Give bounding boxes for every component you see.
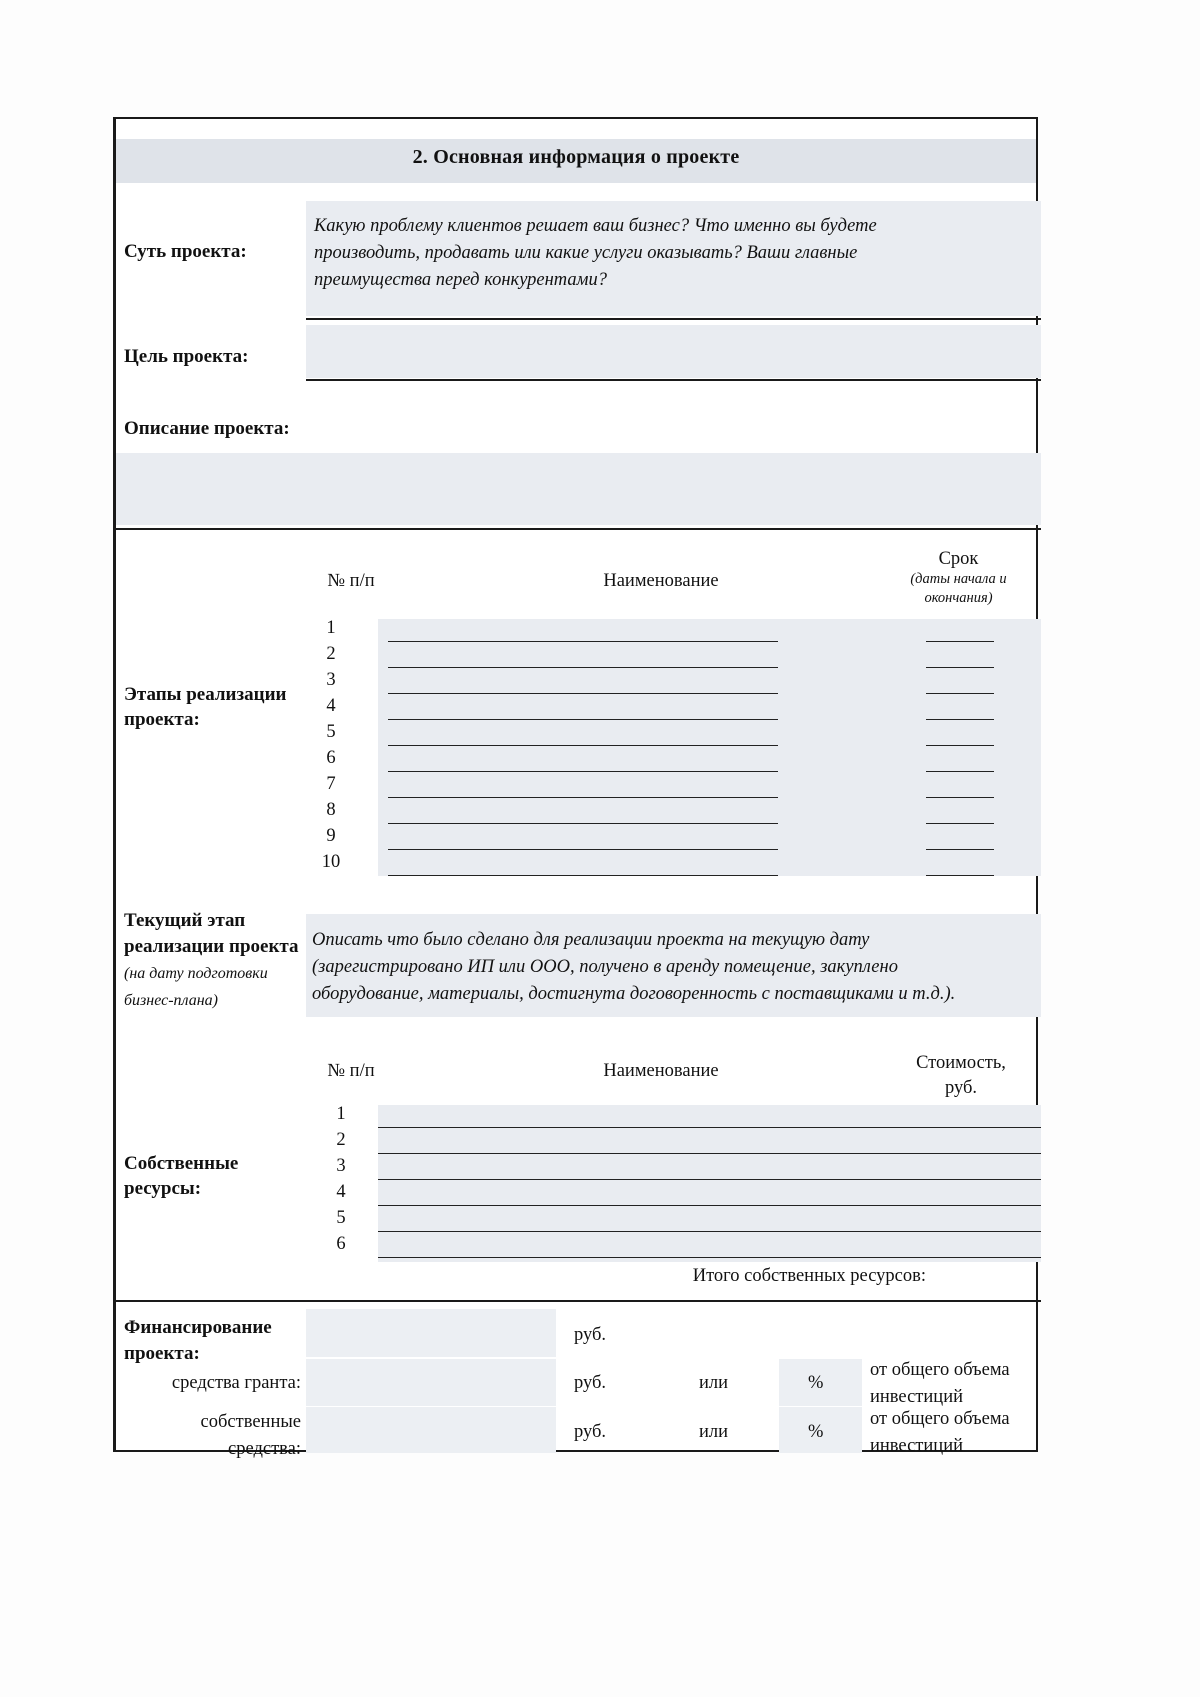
- own-resources-row-no-3: 3: [336, 1156, 346, 1176]
- own-resources-col-cost: [881, 1051, 1041, 1101]
- stages-name-rule-6: [388, 771, 778, 772]
- own-resources-input-area[interactable]: [378, 1105, 1041, 1262]
- stages-input-area[interactable]: [378, 619, 1041, 876]
- stages-term-rule-8: [926, 823, 994, 824]
- essence-hint-line-1: Какую проблему клиентов решает ваш бизнес? Что именно вы будете: [314, 216, 877, 236]
- essence-hint-line-2: производить, продавать или какие услуги оказывать? Ваши главные: [314, 243, 858, 263]
- current-stage-label-italic: (на дату подготовки бизнес-плана): [124, 965, 268, 1009]
- own-resources-label: Собственные ресурсы:: [124, 1153, 239, 1199]
- stages-term-rule-9: [926, 849, 994, 850]
- stages-row-no-7: 7: [326, 774, 336, 794]
- stages-term-rule-7: [926, 797, 994, 798]
- financing-grant-label: средства гранта:: [171, 1373, 301, 1393]
- own-resources-rule-6: [378, 1257, 1041, 1258]
- description-label-text: Описание проекта:: [124, 418, 290, 439]
- financing-own-note-line-2: инвестиций: [870, 1436, 963, 1456]
- stages-row-no-8: 8: [326, 800, 336, 820]
- own-resources-col-number: № п/п: [327, 1061, 375, 1081]
- own-resources-row-no-6: 6: [336, 1234, 346, 1254]
- financing-own-percent-unit: %: [808, 1422, 824, 1442]
- own-resources-rule-2: [378, 1153, 1041, 1154]
- stages-name-rule-10: [388, 875, 778, 876]
- stages-name-rule-1: [388, 641, 778, 642]
- form-frame: [113, 117, 1038, 1459]
- current-stage-label: [124, 908, 314, 1014]
- stages-name-rule-7: [388, 797, 778, 798]
- goal-label: Цель проекта:: [124, 346, 249, 367]
- financing-own-unit: руб.: [574, 1422, 607, 1442]
- financing-total-unit: руб.: [574, 1325, 607, 1345]
- section-title: 2. Основная информация о проекте: [412, 146, 740, 168]
- financing-own-label-line-1: собственные: [200, 1412, 301, 1432]
- own-resources-separator: [116, 1300, 1041, 1302]
- stages-col-term-sub-1: (даты начала и: [910, 571, 1007, 587]
- own-resources-col-cost-line-1: Стоимость,: [916, 1053, 1006, 1073]
- financing-own-amount-input[interactable]: [306, 1407, 556, 1453]
- own-resources-total-input[interactable]: [934, 1264, 1041, 1292]
- stages-term-rule-10: [926, 875, 994, 876]
- essence-label: Суть проекта:: [124, 241, 247, 262]
- description-input[interactable]: [116, 453, 1041, 525]
- current-stage-label-bold: Текущий этап реализации проекта: [124, 910, 299, 957]
- description-separator: [116, 528, 1041, 530]
- stages-row-no-4: 4: [326, 696, 336, 716]
- own-resources-row-no-2: 2: [336, 1130, 346, 1150]
- stages-name-rule-4: [388, 719, 778, 720]
- essence-hint-line-3: преимущества перед конкурентами?: [314, 270, 607, 290]
- own-resources-total-label: Итого собственных ресурсов:: [692, 1266, 926, 1286]
- stages-term-rule-4: [926, 719, 994, 720]
- financing-grant-conjunction: или: [699, 1373, 729, 1393]
- stages-name-rule-2: [388, 667, 778, 668]
- stages-row-no-2: 2: [326, 644, 336, 664]
- stages-col-term: [881, 549, 1036, 608]
- own-resources-rule-5: [378, 1231, 1041, 1232]
- financing-own-conjunction: или: [699, 1422, 729, 1442]
- stages-term-rule-5: [926, 745, 994, 746]
- financing-own-note-line-1: от общего объема: [870, 1409, 1010, 1429]
- own-resources-rule-1: [378, 1127, 1041, 1128]
- financing-grant-note-line-1: от общего объема: [870, 1360, 1010, 1380]
- stages-row-no-6: 6: [326, 748, 336, 768]
- stages-name-rule-5: [388, 745, 778, 746]
- stages-col-term-sub-2: окончания): [924, 590, 993, 606]
- financing-own-label-line-2: средства:: [228, 1439, 301, 1459]
- own-resources-row-no-5: 5: [336, 1208, 346, 1228]
- own-resources-row-no-1: 1: [336, 1104, 346, 1124]
- stages-row-no-3: 3: [326, 670, 336, 690]
- financing-grant-unit: руб.: [574, 1373, 607, 1393]
- stages-row-no-9: 9: [326, 826, 336, 846]
- stages-name-rule-8: [388, 823, 778, 824]
- own-resources-rule-3: [378, 1179, 1041, 1180]
- stages-term-rule-6: [926, 771, 994, 772]
- financing-grant-percent-unit: %: [808, 1373, 824, 1393]
- stages-col-term-title: Срок: [938, 549, 979, 569]
- financing-total-input[interactable]: [306, 1309, 556, 1357]
- stages-name-rule-9: [388, 849, 778, 850]
- stages-term-rule-3: [926, 693, 994, 694]
- own-resources-col-cost-line-2: руб.: [944, 1078, 978, 1098]
- stages-term-rule-1: [926, 641, 994, 642]
- current-stage-hint-line-1: Описать что было сделано для реализации проекта на текущую дату: [312, 930, 870, 950]
- own-resources-col-name: Наименование: [603, 1061, 719, 1081]
- goal-input[interactable]: [306, 325, 1041, 378]
- own-resources-row-no-4: 4: [336, 1182, 346, 1202]
- stages-name-rule-3: [388, 693, 778, 694]
- stages-col-number: № п/п: [327, 571, 375, 591]
- current-stage-hint-line-2: (зарегистрировано ИП или ООО, получено в аренду помещение, закуплено: [312, 957, 898, 977]
- goal-underline: [306, 379, 1041, 381]
- own-resources-rule-4: [378, 1205, 1041, 1206]
- essence-underline: [306, 318, 1041, 320]
- stages-row-no-5: 5: [326, 722, 336, 742]
- financing-grant-note-line-2: инвестиций: [870, 1387, 963, 1407]
- stages-term-rule-2: [926, 667, 994, 668]
- financing-grant-amount-input[interactable]: [306, 1359, 556, 1406]
- stages-label: Этапы реализации проекта:: [124, 684, 287, 730]
- current-stage-hint-line-3: оборудование, материалы, достигнута договоренность с поставщиками и т.д.).: [312, 984, 956, 1004]
- stages-row-no-1: 1: [326, 618, 336, 638]
- financing-label: Финансирование проекта:: [124, 1317, 272, 1364]
- stages-col-name: Наименование: [603, 571, 719, 591]
- stages-row-no-10: 10: [321, 852, 341, 872]
